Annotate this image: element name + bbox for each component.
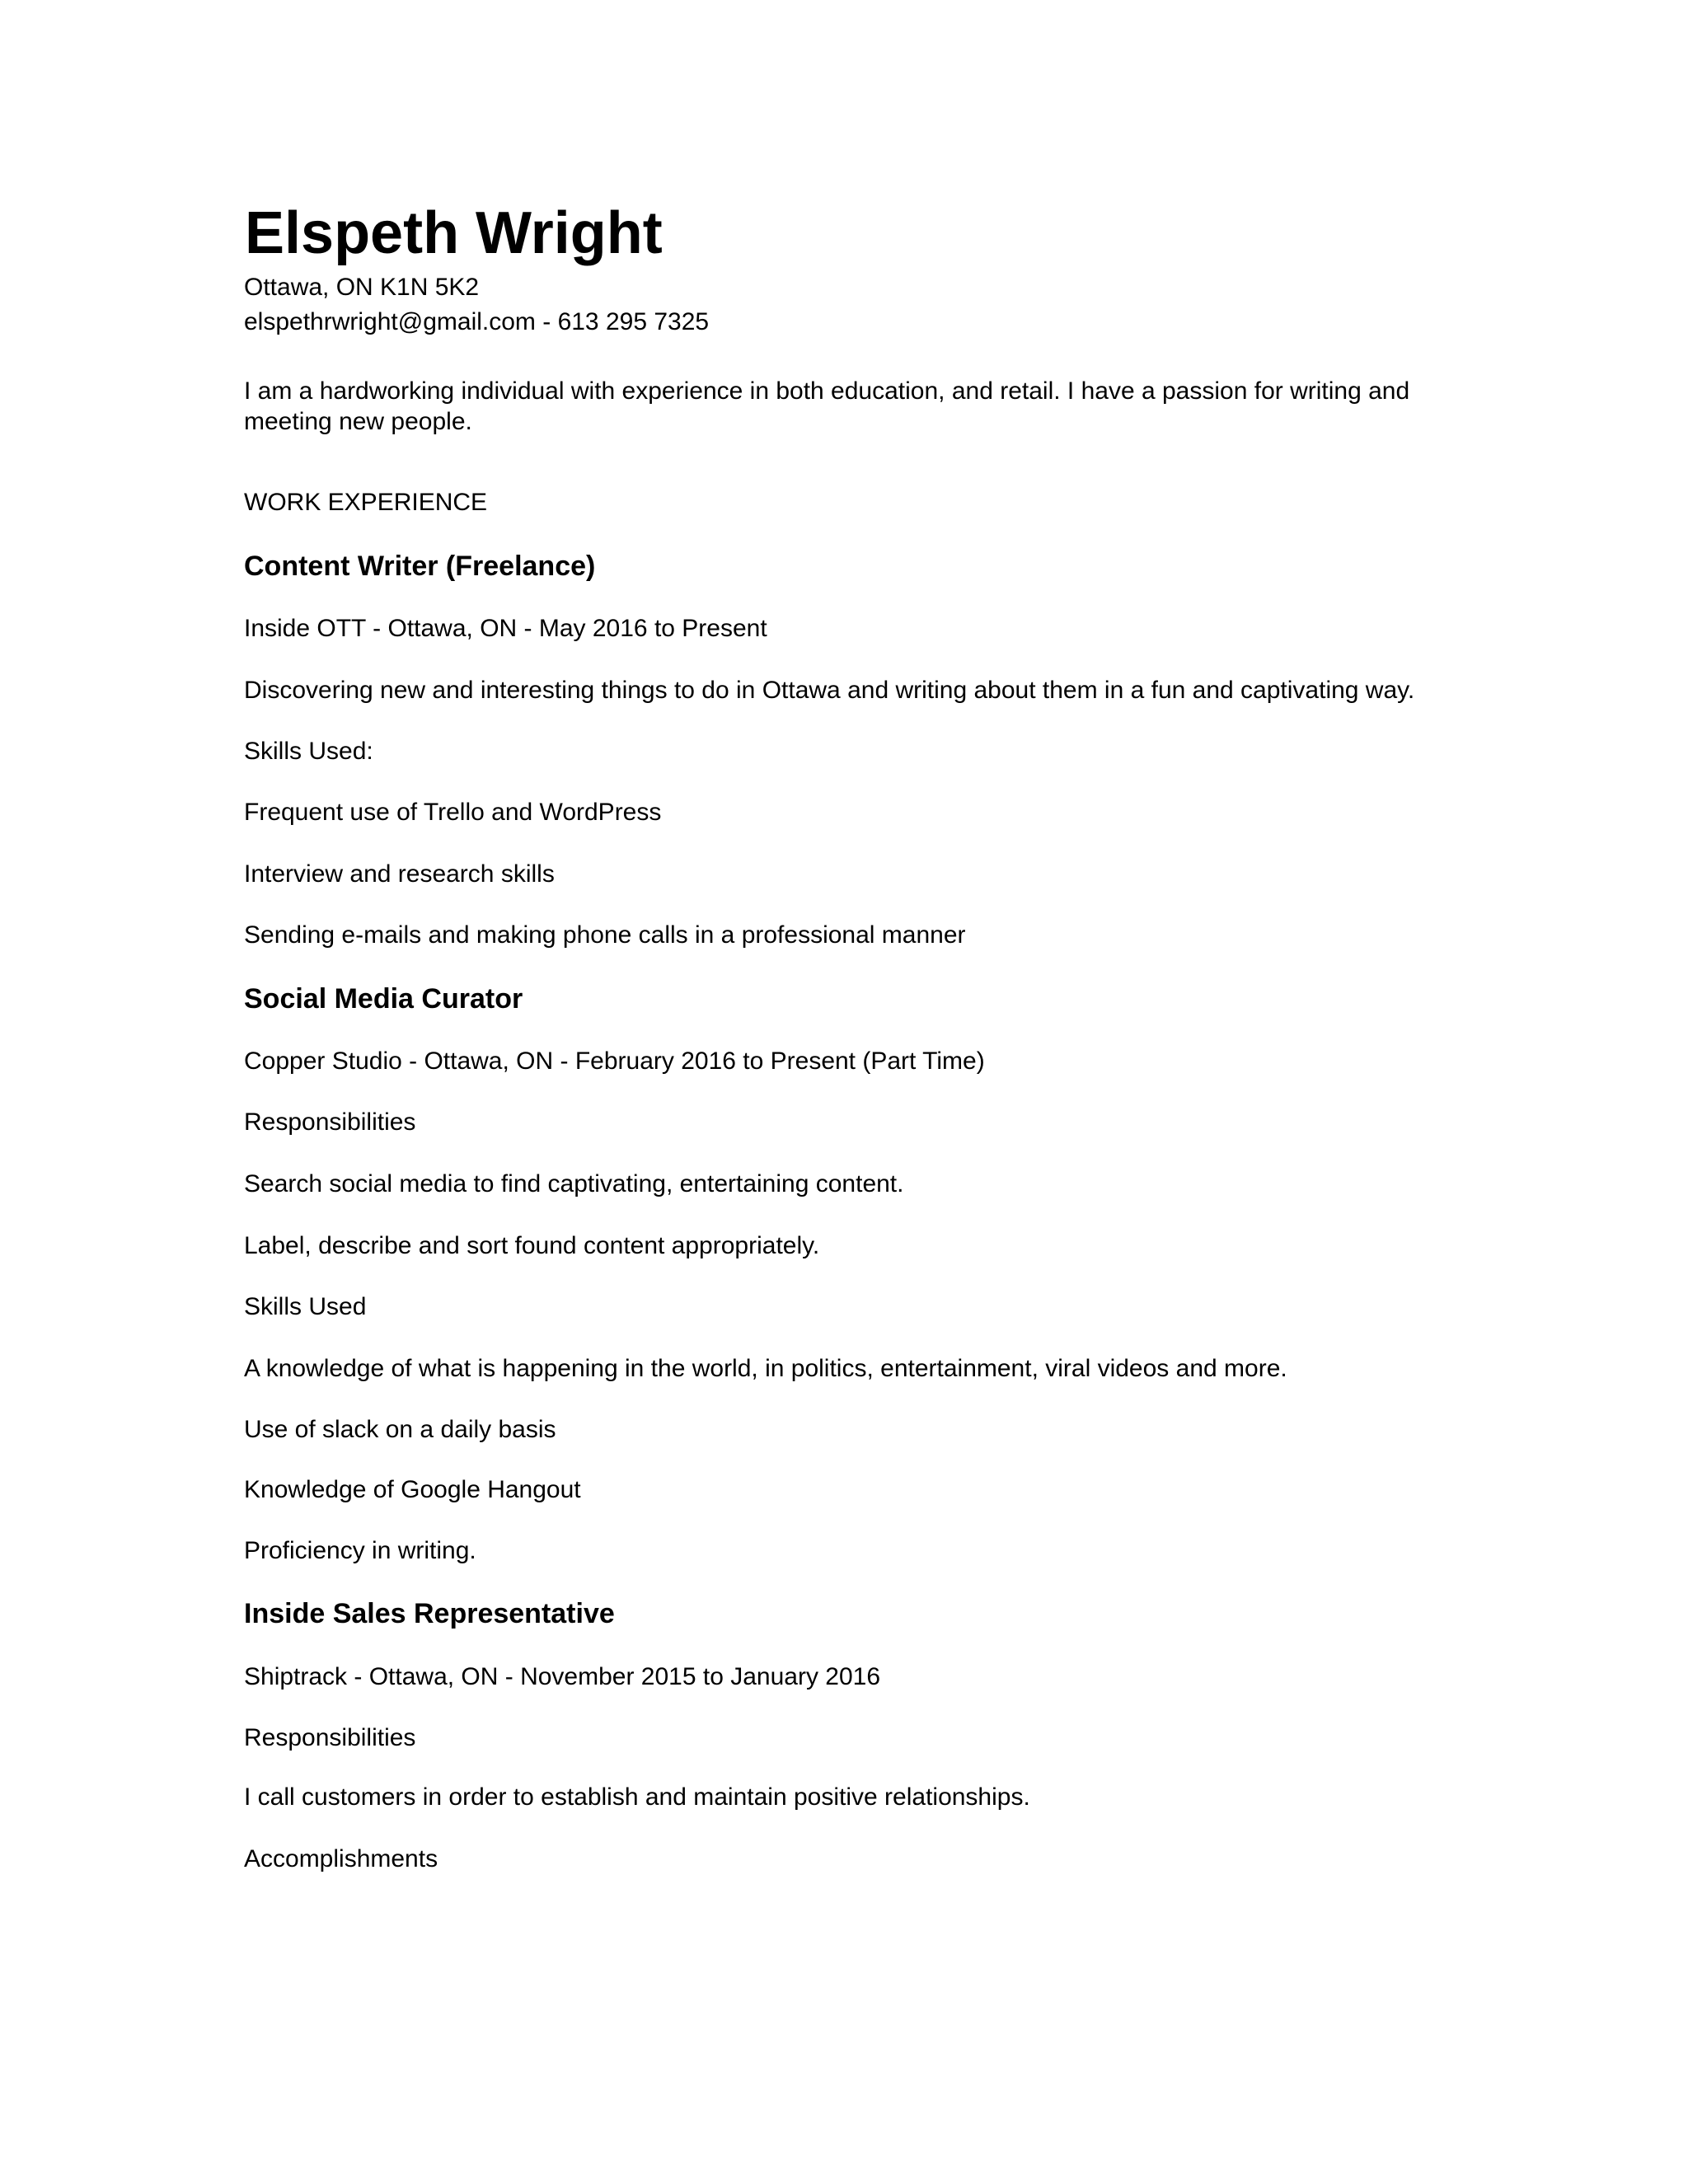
job-detail-line: I call customers in order to establish and maintain positive relationships.: [244, 1783, 1030, 1811]
job-title: Content Writer (Freelance): [244, 551, 596, 582]
summary-paragraph: I am a hardworking individual with experience in both education, and retail. I have a passion for writing and meeting new people.: [244, 377, 1410, 435]
job-detail-line: Discovering new and interesting things to do in Ottawa and writing about them in a fun and captivating way.: [244, 677, 1415, 704]
job-detail-line: Label, describe and sort found content appropriately.: [244, 1232, 820, 1259]
job-detail-line: Responsibilities: [244, 1724, 416, 1751]
job-detail-line: Proficiency in writing.: [244, 1537, 476, 1564]
job-meta: Copper Studio - Ottawa, ON - February 2016 to Present (Part Time): [244, 1047, 985, 1075]
job-detail-line: Use of slack on a daily basis: [244, 1416, 556, 1443]
contact-line: elspethrwright@gmail.com - 613 295 7325: [244, 308, 710, 335]
job-detail-line: Responsibilities: [244, 1108, 416, 1136]
job-detail-line: Skills Used:: [244, 738, 373, 765]
job-title: Inside Sales Representative: [244, 1598, 615, 1629]
job-detail-line: A knowledge of what is happening in the world, in politics, entertainment, viral videos and more.: [244, 1355, 1287, 1382]
job-detail-line: Accomplishments: [244, 1845, 438, 1872]
job-detail-line: Skills Used: [244, 1293, 367, 1320]
address-line: Ottawa, ON K1N 5K2: [244, 274, 480, 301]
section-heading-work-experience: WORK EXPERIENCE: [244, 489, 488, 516]
job-meta: Inside OTT - Ottawa, ON - May 2016 to Present: [244, 615, 767, 642]
candidate-name: Elspeth Wright: [245, 200, 663, 266]
job-detail-line: Frequent use of Trello and WordPress: [244, 799, 662, 826]
job-detail-line: Interview and research skills: [244, 860, 555, 888]
job-detail-line: Sending e-mails and making phone calls in a professional manner: [244, 921, 966, 949]
job-meta: Shiptrack - Ottawa, ON - November 2015 to January 2016: [244, 1663, 881, 1690]
job-title: Social Media Curator: [244, 983, 523, 1015]
job-detail-line: Search social media to find captivating, entertaining content.: [244, 1170, 904, 1197]
job-detail-line: Knowledge of Google Hangout: [244, 1476, 581, 1503]
